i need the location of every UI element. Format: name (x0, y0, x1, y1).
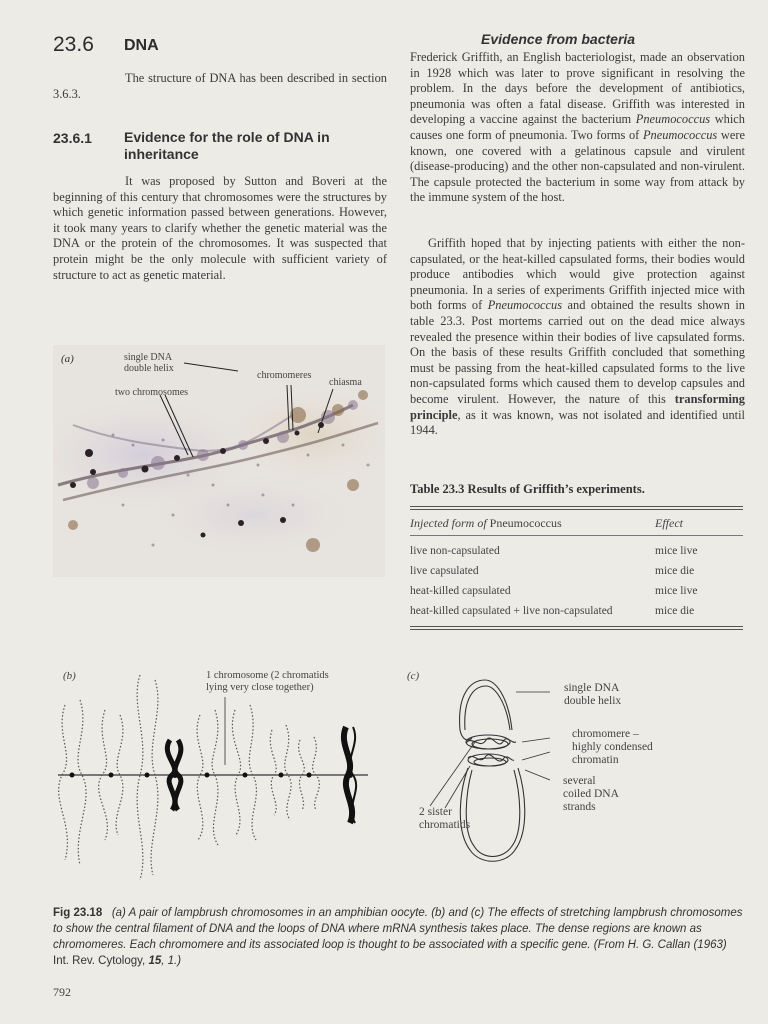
figure-c-panel-label: (c) (407, 670, 420, 682)
subsection-title-line2: inheritance (124, 146, 199, 162)
page-number: 792 (53, 985, 71, 999)
figure-caption-journal: Int. Rev. Cytology, (53, 955, 146, 967)
table-header-effect: Effect (655, 516, 683, 530)
right-paragraph-2: Griffith hoped that by injecting patients with either the non-capsulated, or the heat-killed capsulated forms, their bodies would produce antibodies which would give protection against pneumonia. In a series of experiments Griffith injected mice with both forms of Pneumococcus and obtained the results shown in table 23.3. Post mortems carried out on the dead mice always revealed the presence within their bodies of live capsulated forms. On the basis of these results Griffith concluded that something must be passing from the heat-killed capsulated forms to the live non-capsulated forms which caused them to develop capsules and become virulent. However, the nature of this transforming principle, as it was known, was not isolated and identified until 1944. (410, 236, 745, 438)
label-two-chromosomes-a: two chromosomes (115, 387, 189, 398)
table-row: live capsulated mice die (410, 565, 695, 577)
table-header-rule (410, 535, 743, 536)
label-chromomeres-a: chromomeres (257, 370, 312, 381)
right-paragraph-1: Frederick Griffith, an English bacteriologist, made an observation in 1928 which was later to prove significant in resolving the problem. In the days before the development of antibiotics, pneumonia was often a fatal disease. Griffith was interested in developing a vaccine against the bacterium Pneumococcus which causes one form of pneumonia. Two forms of Pneumococcus were known, one covered with a gelatinous capsule and virulent (disease-producing) and the other non-capsulated and non-virulent. The capsule protected the bacterium in some way from attack by the immune system of the host. (410, 50, 746, 205)
figure-caption-label: Fig 23.18 (53, 907, 103, 919)
table-row: heat-killed capsulated mice live (410, 585, 698, 597)
section-title: DNA (124, 37, 159, 54)
figure-caption-text: (a) A pair of lampbrush chromosomes in an amphibian oocyte. (b) and (c) The effects of stretching lampbrush chromosomes to show the central filament of DNA and the loops of DNA where mRNA synthesis takes place. The dense regions are known as chromomeres. Each chromomere and its associated loop is thought to be associated with a specific gene. (From H. G. Callan (1963) (53, 907, 743, 951)
label-sister-chromatids-c: 2 sister chromatids (419, 806, 471, 831)
table-top-rule (410, 506, 743, 507)
table-row: live non-capsulated mice live (410, 545, 698, 557)
figure-caption-volume: 15 (148, 955, 162, 967)
figure-c-diagram (400, 670, 580, 870)
figure-b-diagram (50, 665, 380, 890)
table-body (410, 541, 743, 621)
left-paragraph: It was proposed by Sutton and Boveri at the beginning of this century that chromosomes were the structures by which genetic information passed between generations. However, it took many years to clarify whether the genetic material was the DNA or the protein of the chromosomes. It was suspected that protein might be the only molecule with sufficient variety of structure to act as genetic material. (53, 174, 387, 282)
subsection-number: 23.6.1 (53, 130, 92, 146)
table-top-rule-2 (410, 509, 743, 510)
figure-a-panel-label: (a) (61, 353, 74, 365)
table-row: heat-killed capsulated + live non-capsulated mice die (410, 605, 695, 617)
subsection-title (124, 129, 330, 163)
label-single-dna-a: single DNA double helix (124, 352, 174, 374)
table-caption: Table 23.3 Results of Griffith’s experiments. (410, 482, 645, 496)
figure-b-label: 1 chromosome (2 chromatids lying very close together) (206, 670, 329, 693)
figure-a-micrograph (53, 345, 385, 577)
label-single-dna-c: single DNA double helix (564, 682, 622, 707)
figure-caption-pages: , 1.) (161, 955, 182, 967)
label-chromomere-c: chromomere – highly condensed chromatin (572, 728, 653, 766)
intro-paragraph: The structure of DNA has been described in section 3.6.3. (53, 71, 387, 101)
table-header-form: Injected form of Pneumococcus (410, 516, 562, 530)
table-bottom-rule (410, 626, 743, 627)
figure-b-panel-label: (b) (63, 670, 76, 682)
right-heading: Evidence from bacteria (481, 31, 636, 47)
section-number: 23.6 (53, 33, 94, 56)
label-several-c: several coiled DNA strands (563, 775, 619, 813)
figure-caption (53, 905, 743, 969)
label-chiasma-a: chiasma (329, 377, 362, 388)
subsection-title-line1: Evidence for the role of DNA in (124, 129, 330, 145)
table-bottom-rule-2 (410, 629, 743, 630)
